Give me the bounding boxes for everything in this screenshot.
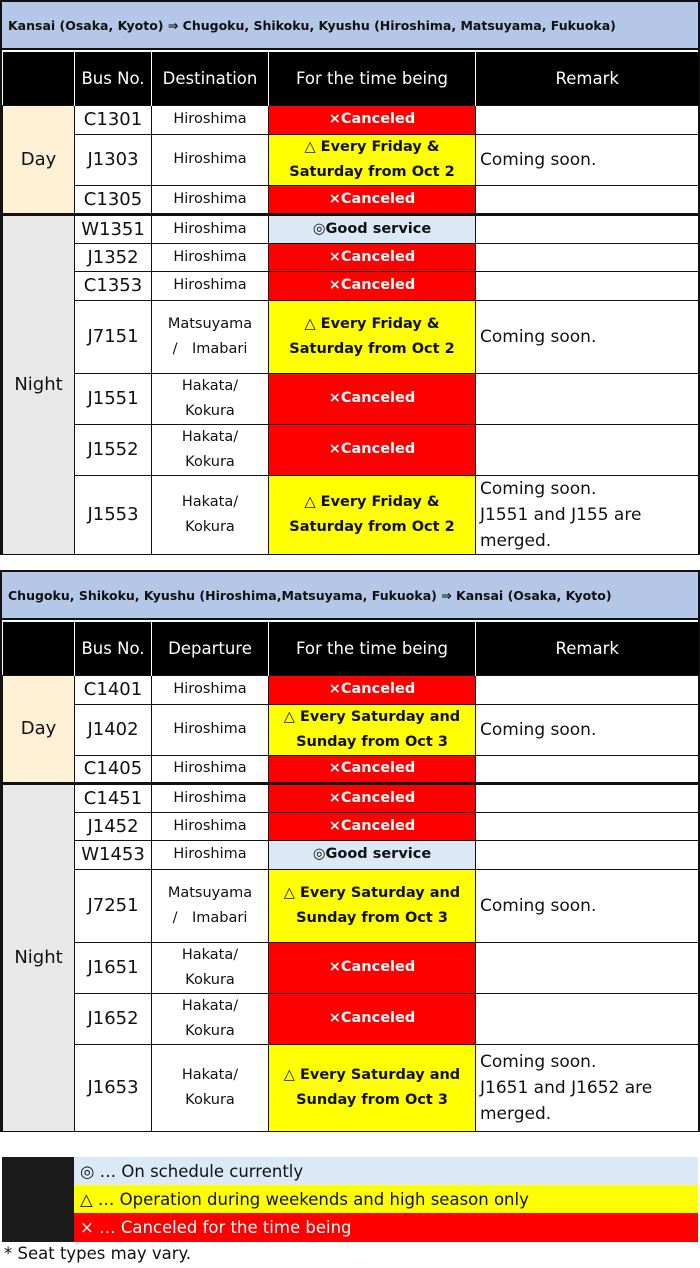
place-cell [152,424,269,475]
place-line: Hakata/ [181,946,239,963]
table-row [3,214,699,243]
remark-cell [476,704,699,755]
place-cell [152,704,269,755]
place-cell [152,942,269,993]
place-line: Hakata/ [181,493,239,510]
remark-line: Coming soon. [480,1051,597,1072]
remark-cell [476,424,699,475]
status-badge [269,812,476,840]
status-line: ×Canceled [328,789,416,806]
status-badge [269,993,476,1044]
status-line: Saturday from Oct 2 [289,518,455,535]
status-line: Sunday from Oct 3 [296,1091,448,1108]
place-line: Matsuyama [167,315,253,332]
table-row [3,942,699,993]
status-badge [269,1044,476,1131]
table-row [3,755,699,783]
schedule-table [2,622,699,1132]
bus-number: J1402 [75,704,152,755]
status-badge [269,942,476,993]
remark-cell [476,105,699,134]
section-title: Kansai (Osaka, Kyoto) ⇒ Chugoku, Shikoku, Kyushu (Hiroshima, Matsuyama, Fukuoka) [2,2,698,50]
place-line: Hiroshima [173,817,247,834]
status-line: △ Every Friday & [304,138,440,155]
schedule-table [2,52,699,555]
status-line: ×Canceled [328,111,416,127]
place-line: Kokura [185,1022,235,1039]
day-group-label: Day [3,105,75,214]
bus-number: J1652 [75,993,152,1044]
column-header: Remark [476,622,699,675]
status-line: ×Canceled [328,277,416,293]
place-line: Hakata/ [181,428,239,445]
remark-line: merged. [480,530,552,551]
place-line: Kokura [185,518,235,535]
remark-line: J1551 and J155 are [480,504,642,525]
status-line: Sunday from Oct 3 [296,909,448,926]
place-line: Hiroshima [173,248,247,265]
place-line: Kokura [185,402,235,419]
place-line: Hiroshima [173,681,247,697]
remark-cell [476,869,699,942]
night-group-label: Night [3,783,75,1131]
place-cell [152,812,269,840]
table-row [3,840,699,869]
status-badge [269,704,476,755]
place-line: Hiroshima [173,277,247,293]
bus-number: C1405 [75,755,152,783]
status-line: Saturday from Oct 2 [289,340,455,357]
place-cell [152,105,269,134]
bus-number: C1353 [75,271,152,300]
place-cell [152,373,269,424]
status-line: Saturday from Oct 2 [289,163,455,180]
status-line: △ Every Friday & [304,493,440,510]
place-cell [152,993,269,1044]
remark-cell [476,840,699,869]
place-cell [152,243,269,271]
legend-marker [2,1157,74,1242]
remark-cell [476,783,699,812]
status-line: △ Every Saturday and [283,884,461,901]
status-badge [269,271,476,300]
remark-cell [476,755,699,783]
place-cell [152,475,269,554]
status-line: ×Canceled [328,248,416,265]
remark-line: Coming soon. [480,895,597,916]
table-row [3,475,699,554]
place-cell [152,869,269,942]
bus-number: C1401 [75,675,152,704]
bus-number: J7251 [75,869,152,942]
status-badge [269,675,476,704]
bus-number: C1305 [75,185,152,214]
place-line: Matsuyama [167,884,253,901]
status-line: ×Canceled [328,441,416,457]
column-header: For the time being [269,622,476,675]
remark-cell [476,475,699,554]
column-header: Destination [152,52,269,105]
legend-weekend-only: △ … Operation during weekends and high season only [74,1185,698,1213]
table-row [3,1044,699,1131]
remark-cell [476,993,699,1044]
status-badge [269,105,476,134]
status-badge [269,783,476,812]
status-badge [269,185,476,214]
legend-canceled: × … Canceled for the time being [74,1213,698,1242]
table-row [3,373,699,424]
bus-number: C1451 [75,783,152,812]
header-row [3,52,699,105]
table-row [3,869,699,942]
place-cell [152,134,269,185]
legend [2,1157,698,1242]
table-row [3,134,699,185]
place-cell [152,1044,269,1131]
status-line: △ Every Friday & [304,315,440,332]
bus-number: W1351 [75,214,152,243]
status-line: △ Every Saturday and [283,708,461,725]
place-line: Hiroshima [173,789,247,806]
status-line: ◎Good service [312,846,432,862]
place-cell [152,214,269,243]
bus-number: C1301 [75,105,152,134]
status-badge [269,243,476,271]
day-group-label: Day [3,675,75,783]
remark-cell [476,271,699,300]
status-badge [269,214,476,243]
column-header: Bus No. [75,622,152,675]
place-cell [152,675,269,704]
place-line: Hiroshima [173,151,247,167]
table-row [3,105,699,134]
table-row [3,424,699,475]
place-cell [152,271,269,300]
remark-cell [476,675,699,704]
status-badge [269,134,476,185]
status-badge [269,869,476,942]
bus-number: J1553 [75,475,152,554]
place-cell [152,300,269,373]
status-line: ×Canceled [328,817,416,834]
remark-cell [476,134,699,185]
column-header: Bus No. [75,52,152,105]
bus-number: W1453 [75,840,152,869]
legend-good-service: ◎ … On schedule currently [74,1157,698,1185]
section-title: Chugoku, Shikoku, Kyushu (Hiroshima,Matsuyama, Fukuoka) ⇒ Kansai (Osaka, Kyoto) [2,572,698,620]
column-header: Departure [152,622,269,675]
status-badge [269,755,476,783]
column-header: Remark [476,52,699,105]
table-row [3,704,699,755]
bus-number: J7151 [75,300,152,373]
remark-line: merged. [480,1103,552,1124]
place-line: Hakata/ [181,1066,239,1083]
remark-line: Coming soon. [480,326,597,347]
table-row [3,243,699,271]
status-line: ×Canceled [328,760,416,776]
remark-cell [476,185,699,214]
place-line: Kokura [185,453,235,470]
remark-line: Coming soon. [480,719,597,740]
remark-line: Coming soon. [480,478,597,499]
table-row [3,993,699,1044]
bus-number: J1452 [75,812,152,840]
status-line: ◎Good service [312,220,432,237]
place-line: Hiroshima [173,111,247,127]
status-line: △ Every Saturday and [283,1066,461,1083]
status-badge [269,840,476,869]
inbound-section [0,570,700,1132]
remark-cell [476,812,699,840]
remark-cell [476,243,699,271]
night-group-label: Night [3,214,75,554]
status-line: Sunday from Oct 3 [296,733,448,750]
place-line: Hakata/ [181,997,239,1014]
column-header [3,52,75,105]
place-line: Hiroshima [173,760,247,776]
remark-cell [476,373,699,424]
place-line: Kokura [185,971,235,988]
remark-cell [476,1044,699,1131]
table-row [3,812,699,840]
remark-line: J1651 and J1652 are [480,1077,653,1098]
status-line: ×Canceled [328,959,416,975]
place-line: / Imabari [172,909,248,926]
bus-number: J1352 [75,243,152,271]
table-row [3,271,699,300]
status-line: ×Canceled [328,1010,416,1026]
place-cell [152,840,269,869]
header-row [3,622,699,675]
bus-number: J1551 [75,373,152,424]
place-line: Hiroshima [173,846,247,862]
table-row [3,783,699,812]
status-line: ×Canceled [328,681,416,697]
status-badge [269,300,476,373]
place-line: Kokura [185,1091,235,1108]
column-header [3,622,75,675]
place-cell [152,755,269,783]
place-cell [152,185,269,214]
bus-number: J1303 [75,134,152,185]
table-row [3,185,699,214]
status-line: ×Canceled [328,390,416,406]
place-cell [152,783,269,812]
remark-cell [476,300,699,373]
place-line: Hiroshima [173,721,247,737]
place-line: Hiroshima [173,190,247,207]
status-line: ×Canceled [328,190,416,207]
status-badge [269,373,476,424]
table-row [3,675,699,704]
column-header: For the time being [269,52,476,105]
bus-number: J1651 [75,942,152,993]
remark-cell [476,942,699,993]
remark-cell [476,214,699,243]
bus-number: J1552 [75,424,152,475]
table-row [3,300,699,373]
place-line: / Imabari [172,340,248,357]
remark-line: Coming soon. [480,149,597,170]
place-line: Hakata/ [181,377,239,394]
outbound-section [0,0,700,555]
bus-number: J1653 [75,1044,152,1131]
place-line: Hiroshima [173,220,247,237]
status-badge [269,424,476,475]
status-badge [269,475,476,554]
footnote: * Seat types may vary. [4,1244,192,1263]
